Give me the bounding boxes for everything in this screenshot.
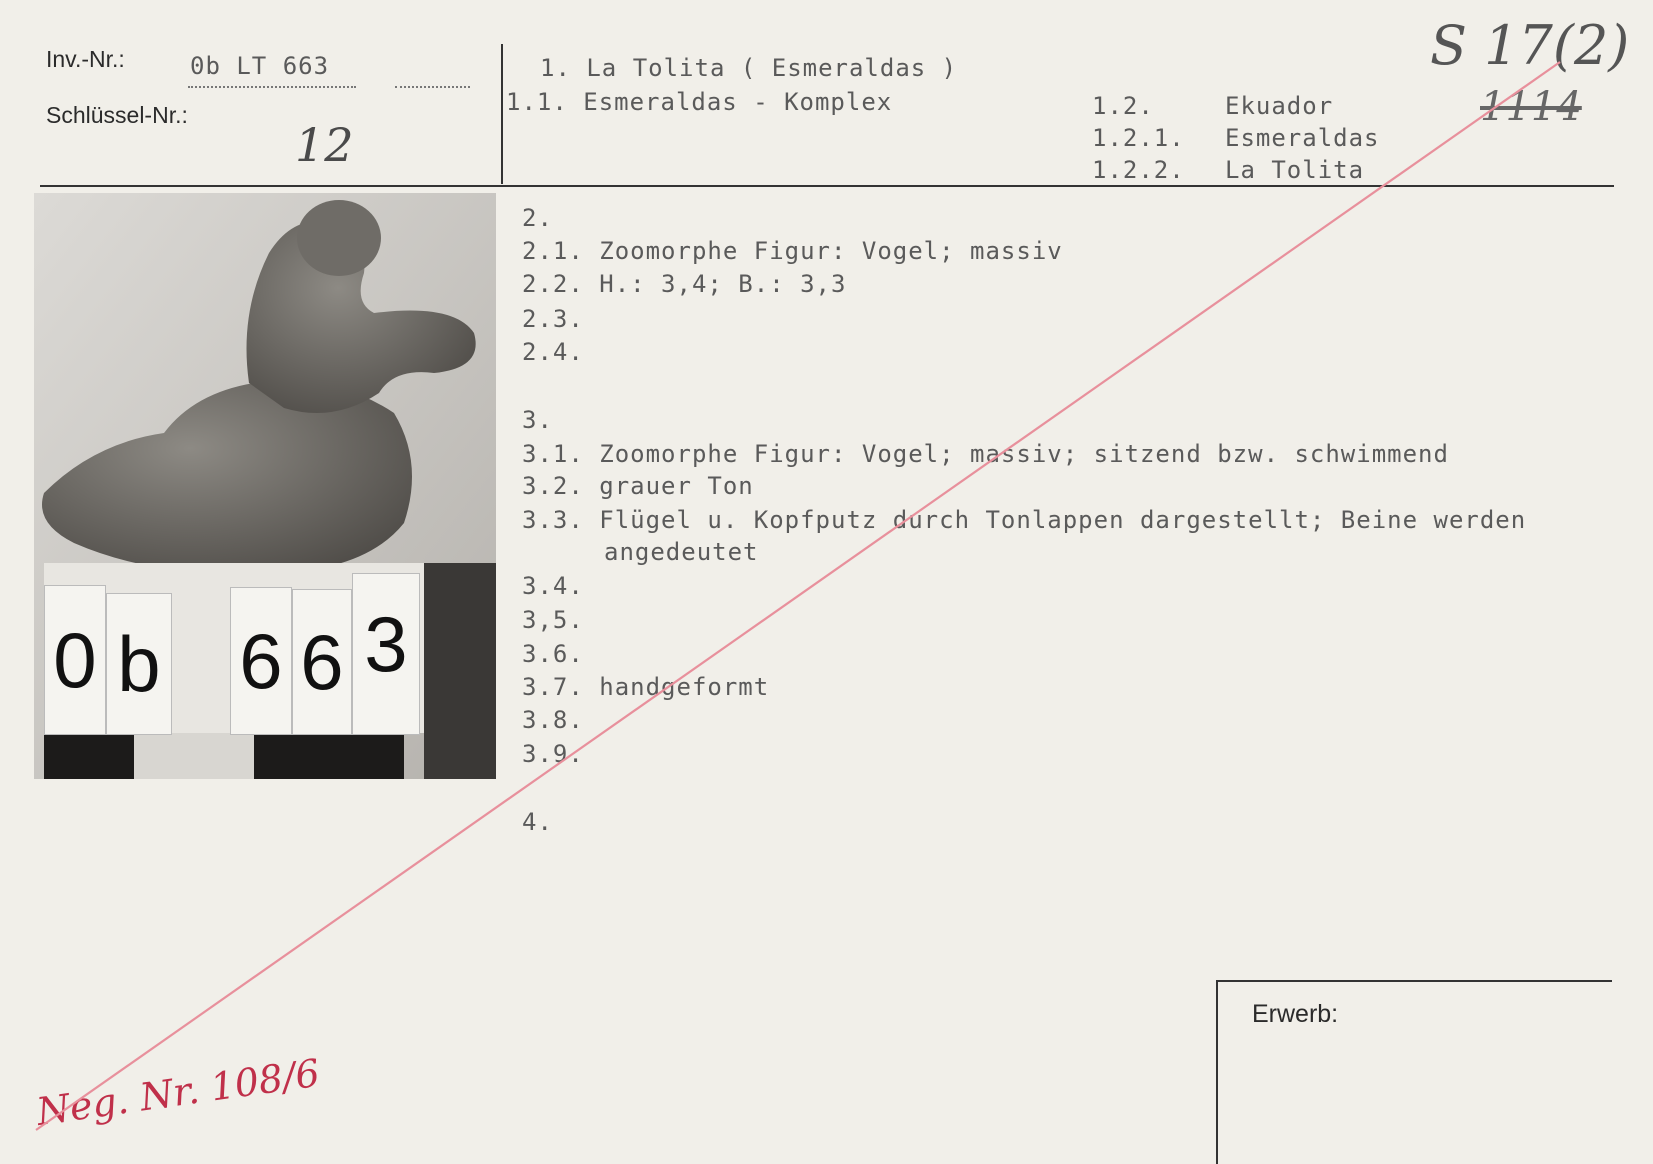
s3-line-3-cont: angedeutet	[604, 538, 759, 566]
s4-heading: 4.	[522, 808, 553, 836]
s1-line-1-1: 1.1. Esmeraldas - Komplex	[506, 88, 893, 116]
s3-line-7: 3.7. handgeformt	[522, 673, 770, 701]
s3-line-8: 3.8.	[522, 706, 584, 734]
s3-heading: 3.	[522, 406, 553, 434]
s3-line-4: 3.4.	[522, 572, 584, 600]
key-label: Schlüssel-Nr.:	[46, 102, 188, 128]
inv-label: Inv.-Nr.:	[46, 46, 125, 72]
photo-tag-3: 6	[230, 587, 292, 735]
s1-line-1: 1. La Tolita ( Esmeraldas )	[540, 54, 958, 82]
s3-line-5: 3,5.	[522, 606, 584, 634]
s3-line-1: 3.1. Zoomorphe Figur: Vogel; massiv; sitzend bzw. schwimmend	[522, 440, 1449, 468]
negative-number: Neg. Nr. 108/6	[33, 1050, 323, 1134]
s1-1-2-1-num: 1.2.1.	[1092, 124, 1185, 152]
s3-line-2: 3.2. grauer Ton	[522, 472, 754, 500]
s1-1-2-2-num: 1.2.2.	[1092, 156, 1185, 184]
s2-heading: 2.	[522, 204, 553, 232]
s3-line-6: 3.6.	[522, 640, 584, 668]
s3-line-3: 3.3. Flügel u. Kopfputz durch Tonlappen dargestellt; Beine werden	[522, 506, 1527, 534]
s1-1-2-1-val: Esmeraldas	[1225, 124, 1380, 152]
s1-1-2-2-val: La Tolita	[1225, 156, 1365, 184]
s2-line-4: 2.4.	[522, 338, 584, 366]
acquisition-label: Erwerb:	[1252, 1000, 1339, 1028]
s2-line-1: 2.1. Zoomorphe Figur: Vogel; massiv	[522, 237, 1063, 265]
s2-line-2: 2.2. H.: 3,4; B.: 3,3	[522, 270, 847, 298]
corner-struck: 1114	[1480, 84, 1582, 130]
inv-value: 0b LT 663	[190, 52, 330, 80]
corner-code: S 17(2)	[1430, 14, 1630, 77]
s1-1-2-num: 1.2.	[1092, 92, 1154, 120]
photo-tag-1: 0	[44, 585, 106, 735]
s3-line-9: 3.9.	[522, 740, 584, 768]
s1-1-2-val: Ekuador	[1225, 92, 1334, 120]
photo-tag-5: 3	[352, 573, 420, 735]
photo-tag-4: 6	[292, 589, 352, 735]
photo-tag-2: b	[106, 593, 172, 735]
s2-line-3: 2.3.	[522, 305, 584, 333]
key-value: 12	[295, 118, 354, 172]
